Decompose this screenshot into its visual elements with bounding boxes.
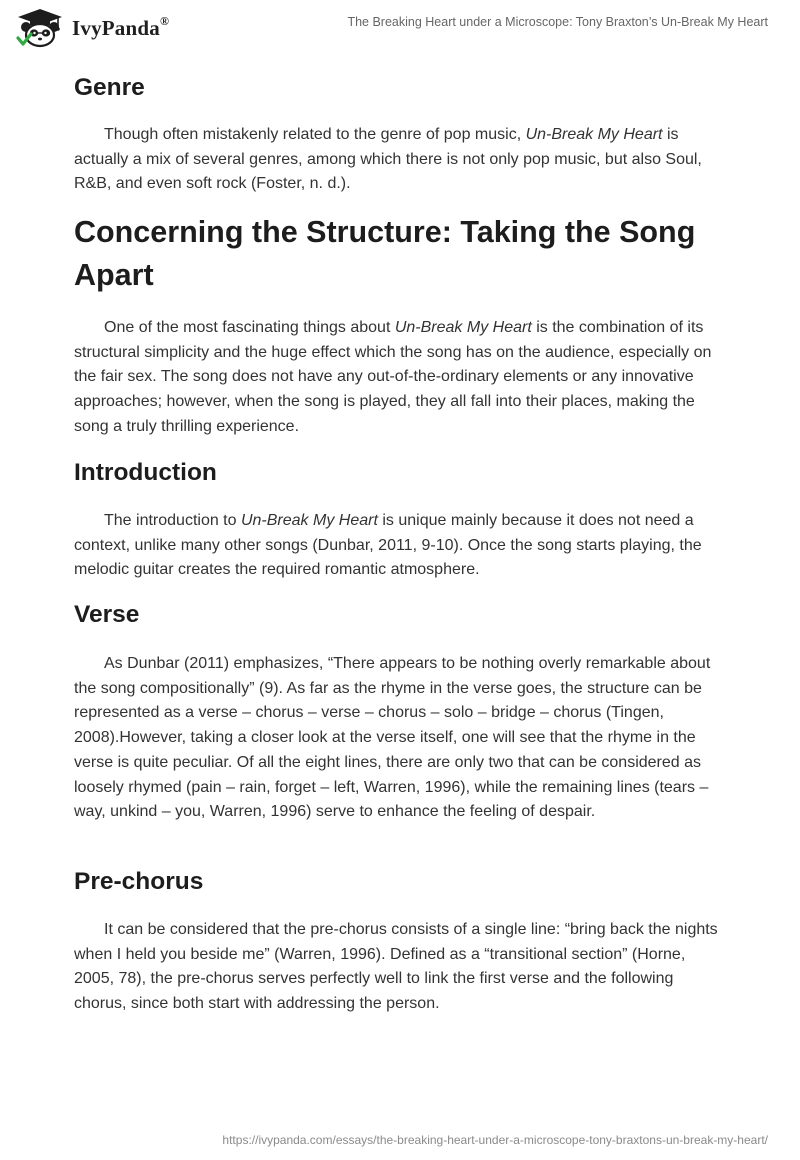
- document-title: The Breaking Heart under a Microscope: Tony Braxton’s Un-Break My Heart: [347, 15, 768, 29]
- ivypanda-logo[interactable]: [14, 8, 169, 48]
- paragraph-verse: As Dunbar (2011) emphasizes, “There appears to be nothing overly remarkable about the song compositionally” (9). As far as the rhyme in the verse goes, the structure can be represented as a verse – chorus – verse – chorus – solo – bridge – chorus (Tingen, 2008).However, taking a closer look at the verse itself, one will see that the rhyme in the verse is quite peculiar. Of all the eight lines, there are only two that can be considered as loosely rhymed (pain – rain, forget – left, Warren, 1996), while the remaining lines (tears – way, unkind – you, Warren, 1996) serve to enhance the feeling of despair.: [74, 655, 711, 821]
- paragraph-prechorus: It can be considered that the pre-chorus consists of a single line: “bring back the nights when I held you beside me” (Warren, 1996). Defined as a “transitional section” (Horne, 2005, 78), the pre-chorus serves perfectly well to link the first verse and the following chorus, since both start with addressing the person.: [74, 921, 718, 1013]
- panda-graduate-icon: [14, 8, 66, 48]
- source-url[interactable]: https://ivypanda.com/essays/the-breaking-heart-under-a-microscope-tony-braxtons-un-break-my-heart/: [222, 1133, 768, 1147]
- heading-structure: Concerning the Structure: Taking the Song Apart: [74, 215, 696, 292]
- paragraph-introduction: The introduction to Un-Break My Heart is unique mainly because it does not need a context, unlike many other songs (Dunbar, 2011, 9-10). Once the song starts playing, the melodic guitar creates the required romantic atmosphere.: [74, 512, 702, 579]
- paragraph-structure: One of the most fascinating things about Un-Break My Heart is the combination of its structural simplicity and the huge effect which the song has on the audience, especially on the fair sex. The song does not have any out-of-the-ordinary elements or any innovative approaches; however, when the song is played, they all fall into their places, making the song a truly thrilling experience.: [74, 319, 712, 435]
- paragraph-genre: Though often mistakenly related to the genre of pop music, Un-Break My Heart is actually a mix of several genres, among which there is not only pop music, but also Soul, R&B, and even soft rock (Foster, n. d.).: [74, 126, 702, 193]
- heading-introduction: Introduction: [74, 459, 217, 486]
- page-header: [0, 0, 800, 60]
- heading-prechorus: Pre-chorus: [74, 868, 204, 895]
- brand-name: IvyPanda®: [72, 13, 170, 40]
- heading-verse: Verse: [74, 601, 140, 628]
- heading-genre: Genre: [74, 74, 145, 101]
